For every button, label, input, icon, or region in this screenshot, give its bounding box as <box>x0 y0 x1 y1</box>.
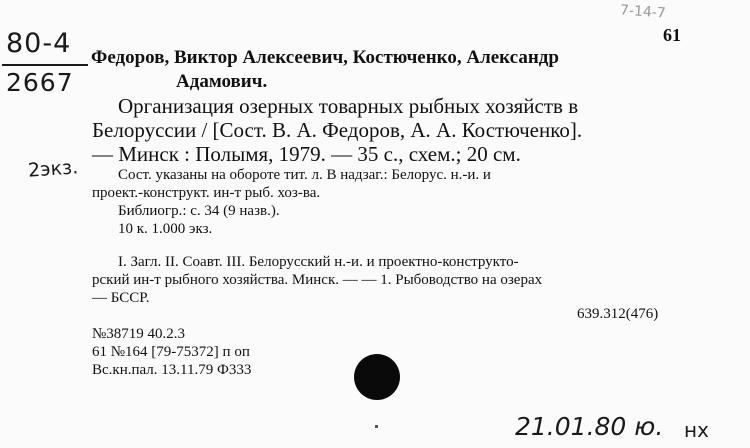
date-handwritten: 21.01.80 ю. <box>515 412 664 441</box>
title-line: Организация озерных товарных рыбных хозяйств в <box>118 94 579 118</box>
catalog-code-underline <box>2 64 88 66</box>
title-line: Белоруссии / [Сост. В. А. Федоров, А. А. Костюченко]. <box>92 118 583 142</box>
copies-note: 10 к. 1.000 экз. <box>118 221 213 237</box>
record-number-line: Вс.кн.пал. 13.11.79 Ф333 <box>92 362 252 378</box>
record-number-line: №38719 40.2.3 <box>92 326 186 342</box>
authors-heading: Федоров, Виктор Алексеевич, Костюченко, Александр <box>91 47 559 68</box>
tracings-line: — БССР. <box>92 290 150 306</box>
record-number-line: 61 №164 [79-75372] п оп <box>92 344 250 360</box>
tracings-line: рский ин-т рыбного хозяйства. Минск. — — 1. Рыбоводство на озерах <box>92 272 543 288</box>
page-number: 61 <box>663 25 681 45</box>
publication-line: — Минск : Полымя, 1979. — 35 с., схем.; 20 см. <box>92 142 521 166</box>
catalog-code-handwritten: 80-4 <box>6 28 72 59</box>
punched-hole <box>354 354 400 400</box>
udc-classification: 639.312(476) <box>577 306 659 322</box>
bibliography-note: Библиогр.: с. 34 (9 назв.). <box>118 203 280 219</box>
copies-handwritten-mark: 2экз. <box>27 156 79 182</box>
ink-speck <box>375 425 378 428</box>
catalog-code-handwritten-2: 2667 <box>6 68 74 97</box>
tracings-line: I. Загл. II. Соавт. III. Белорусский н.-и. и проектно-конструкто- <box>118 254 519 270</box>
initials-handwritten: нх <box>684 418 709 442</box>
faint-handwritten-mark: 7-14-7 <box>619 2 667 22</box>
note-line: Сост. указаны на обороте тит. л. В надзаг.: Белорус. н.-и. и <box>118 167 491 183</box>
note-line: проект.-конструкт. ин-т рыб. хоз-ва. <box>92 185 321 201</box>
authors-heading-continued: Адамович. <box>176 71 268 92</box>
